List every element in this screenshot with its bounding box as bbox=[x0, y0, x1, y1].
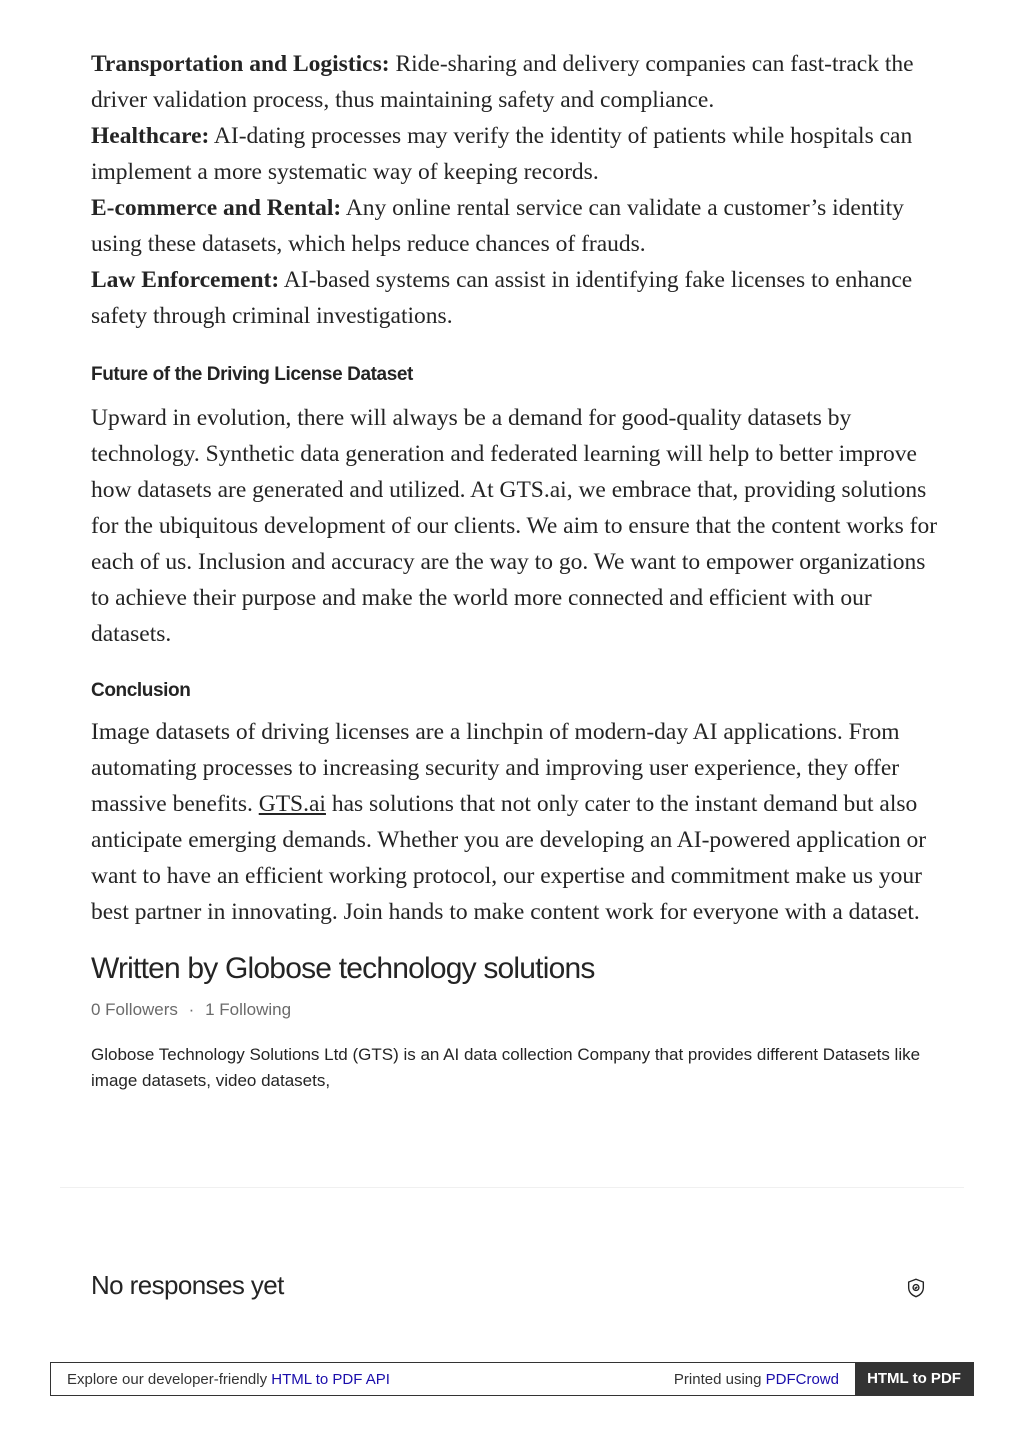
use-case-law-enforcement bbox=[91, 262, 941, 334]
followers-link[interactable]: 0 Followers bbox=[91, 1000, 178, 1019]
responses-heading: No responses yet bbox=[91, 1270, 284, 1300]
gts-link[interactable]: GTS.ai bbox=[258, 791, 326, 817]
author-bio: Globose Technology Solutions Ltd (GTS) is an AI data collection Company that provides different Datasets like image datasets, video datasets, bbox=[91, 1045, 921, 1090]
pdfcrowd-link[interactable]: PDFCrowd bbox=[765, 1371, 839, 1388]
conclusion-text-before: Image datasets of driving licenses are a linchpin of modern-day AI applications. From automating processes to increasing security and improving user experience, they offer massive benefits. bbox=[91, 719, 900, 817]
footer-explore bbox=[67, 1371, 390, 1388]
footer-printed-text: Printed using bbox=[673, 1371, 766, 1388]
conclusion-heading: Conclusion bbox=[91, 680, 191, 701]
follow-stats bbox=[91, 1000, 941, 1020]
use-case-label: Healthcare: bbox=[91, 123, 210, 149]
use-case-healthcare bbox=[91, 118, 941, 190]
html-to-pdf-api-link[interactable]: HTML to PDF API bbox=[271, 1371, 390, 1388]
use-case-label: Law Enforcement: bbox=[91, 267, 280, 293]
use-case-text: Ride-sharing and delivery companies can fast-track the driver validation process, thus maintaining safety and compliance. bbox=[91, 51, 914, 113]
conclusion-text-after: has solutions that not only cater to the instant demand but also anticipate emerging demands. Whether you are developing an AI-powered application or want to have an efficient working protocol, our expertise and commitment make us your best partner in innovating. Join hands to make content work for everyone with a dataset. bbox=[91, 791, 927, 925]
use-case-label: E-commerce and Rental: bbox=[91, 195, 342, 221]
use-cases bbox=[91, 46, 941, 334]
footer-printed bbox=[674, 1371, 839, 1388]
use-case-text: AI-dating processes may verify the identity of patients while hospitals can implement a more systematic way of keeping records. bbox=[91, 123, 913, 185]
use-case-transportation bbox=[91, 46, 941, 118]
future-heading: Future of the Driving License Dataset bbox=[91, 364, 413, 385]
article-content bbox=[91, 46, 941, 1094]
footer-explore-text: Explore our developer-friendly bbox=[67, 1371, 272, 1388]
shield-icon[interactable] bbox=[905, 1277, 927, 1299]
following-link[interactable]: 1 Following bbox=[205, 1000, 292, 1019]
conclusion-body bbox=[91, 714, 941, 930]
future-body: Upward in evolution, there will always be a demand for good-quality datasets by technology. Synthetic data generation and federated learning will help to better improve how datasets are generated and utilized. At GTS.ai, we embrace that, providing solutions for the ubiquitous development of our clients. We aim to ensure that the content works for each of us. Inclusion and accuracy are the way to go. We want to empower organizations to achieve their purpose and make the world more connected and efficient with our datasets. bbox=[91, 405, 938, 647]
use-case-text: AI-based systems can assist in identifying fake licenses to enhance safety through criminal investigations. bbox=[91, 267, 913, 329]
use-case-label: Transportation and Logistics: bbox=[91, 51, 390, 77]
author-heading: Written by Globose technology solutions bbox=[91, 952, 595, 985]
pdf-footer bbox=[50, 1362, 974, 1396]
html-to-pdf-button[interactable]: HTML to PDF bbox=[855, 1363, 973, 1395]
section-divider bbox=[60, 1187, 964, 1188]
use-case-text: Any online rental service can validate a customer’s identity using these datasets, which helps reduce chances of frauds. bbox=[91, 195, 904, 257]
use-case-ecommerce bbox=[91, 190, 941, 262]
follow-separator: · bbox=[188, 1000, 195, 1019]
